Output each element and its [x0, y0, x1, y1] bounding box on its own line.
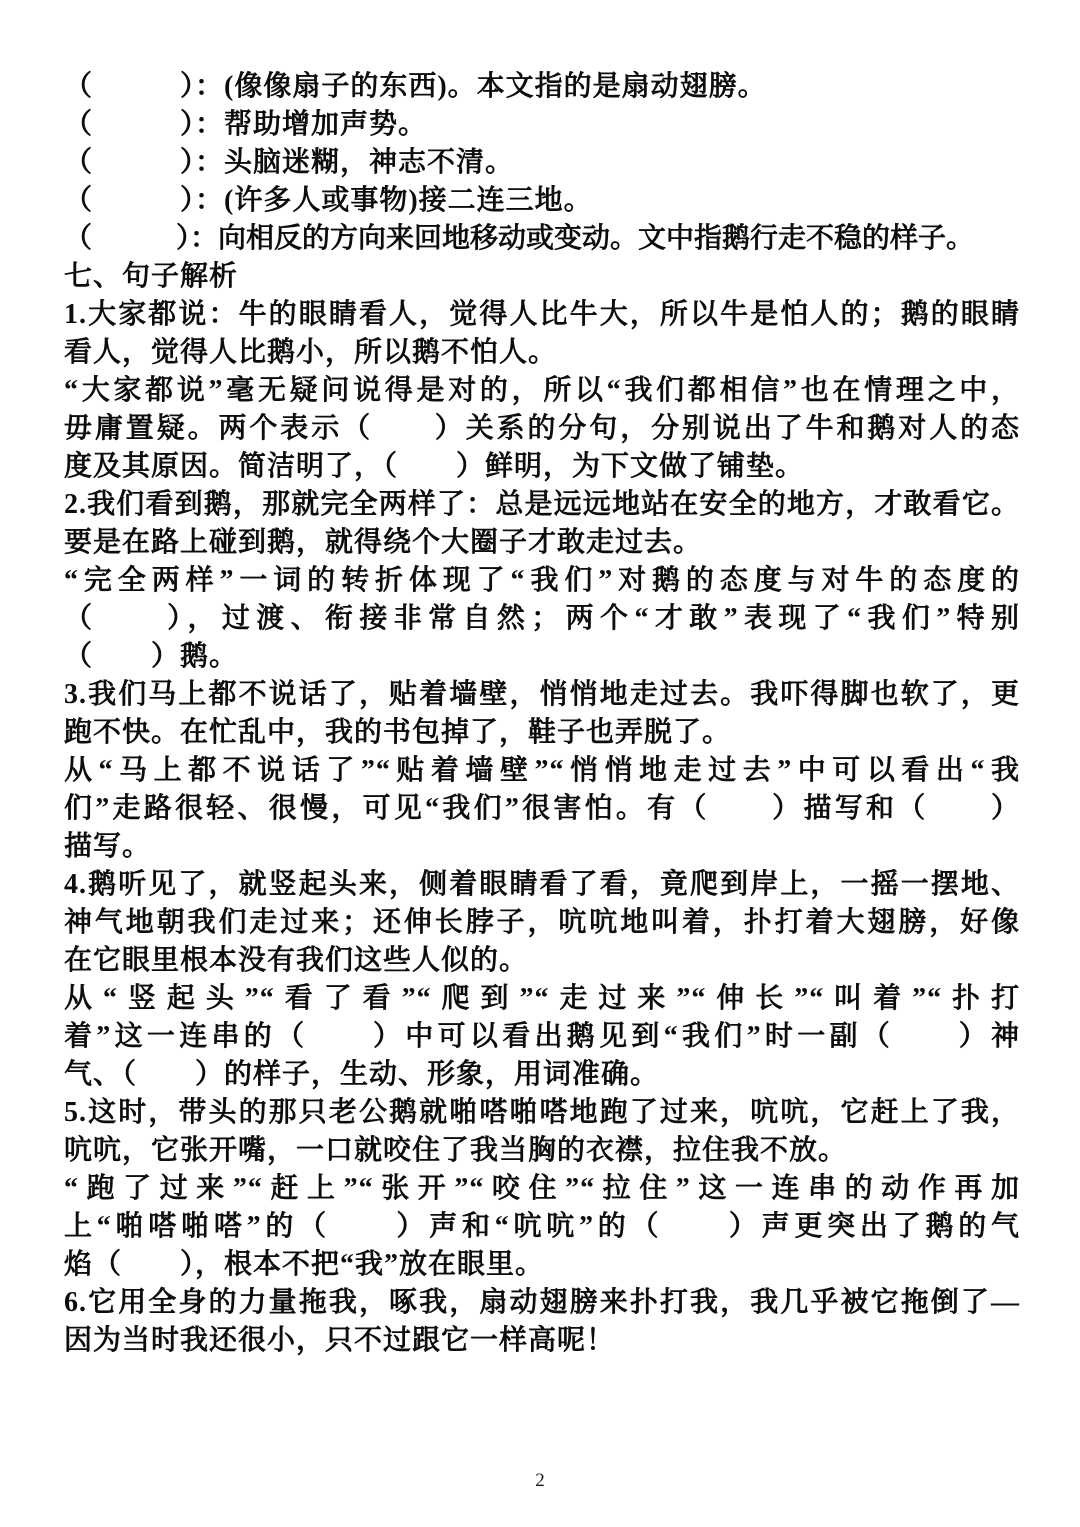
sentence-line: 跑不快。在忙乱中，我的书包掉了，鞋子也弄脱了。	[64, 717, 732, 748]
analysis-line: （ ），过渡、衔接非常自然；两个“才敢”表现了“我们”特别	[64, 603, 1020, 634]
analysis-line: （ ）鹅。	[64, 641, 239, 672]
analysis-line: “完全两样”一词的转折体现了“我们”对鹅的态度与对牛的态度的	[64, 565, 1020, 596]
page-number: 2	[535, 1470, 545, 1491]
sentence-line: 4.鹅听见了，就竖起头来，侧着眼睛看了看，竟爬到岸上，一摇一摆地、	[64, 869, 1020, 900]
analysis-line: 描写。	[64, 831, 152, 862]
analysis-line: 度及其原因。简洁明了，（ ）鲜明，为下文做了铺垫。	[64, 451, 805, 482]
definition-line: （ ）：(像像扇子的东西)。本文指的是扇动翅膀。	[64, 71, 767, 102]
sentence-line: 吭吭，它张开嘴，一口就咬住了我当胸的衣襟，拉住我不放。	[64, 1135, 848, 1166]
analysis-line: 从“竖起头”“看了看”“爬到”“走过来”“伸长”“叫着”“扑打	[64, 983, 1020, 1014]
analysis-line: 着”这一连串的（ ）中可以看出鹅见到“我们”时一副（ ）神	[64, 1021, 1020, 1052]
analysis-line: 们”走路很轻、很慢，可见“我们”很害怕。有（ ）描写和（ ）	[64, 793, 1020, 824]
analysis-line: “大家都说”毫无疑问说得是对的，所以“我们都相信”也在情理之中，	[64, 375, 1020, 406]
sentence-line: 5.这时，带头的那只老公鹅就啪嗒啪嗒地跑了过来，吭吭，它赶上了我，	[64, 1097, 1020, 1128]
sentence-line: 因为当时我还很小，只不过跟它一样高呢！	[64, 1325, 616, 1356]
definition-list	[64, 68, 1020, 258]
sentence-line: 神气地朝我们走过来；还伸长脖子，吭吭地叫着，扑打着大翅膀，好像	[64, 907, 1020, 938]
sentence-line: 1.大家都说：牛的眼睛看人，觉得人比牛大，所以牛是怕人的；鹅的眼睛	[64, 299, 1020, 330]
worksheet-page	[64, 68, 1020, 1360]
sentence-line: 要是在路上碰到鹅，就得绕个大圈子才敢走过去。	[64, 527, 703, 558]
analysis-item	[64, 296, 1020, 486]
sentence-line: 3.我们马上都不说话了，贴着墙壁，悄悄地走过去。我吓得脚也软了，更	[64, 679, 1020, 710]
analysis-line: 从“马上都不说话了”“贴着墙壁”“悄悄地走过去”中可以看出“我	[64, 755, 1020, 786]
analysis-item	[64, 866, 1020, 1094]
analysis-line: 焰（ ），根本不把“我”放在眼里。	[64, 1249, 545, 1280]
definition-line: （ ）：头脑迷糊，神志不清。	[64, 147, 515, 178]
sentence-line: 6.它用全身的力量拖我，啄我，扇动翅膀来扑打我，我几乎被它拖倒了—	[64, 1287, 1020, 1318]
analysis-line: 上“啪嗒啪嗒”的（ ）声和“吭吭”的（ ）声更突出了鹅的气	[64, 1211, 1020, 1242]
sentence-line: 看人，觉得人比鹅小，所以鹅不怕人。	[64, 337, 558, 368]
definition-line: （ ）：(许多人或事物)接二连三地。	[64, 185, 593, 216]
sentence-line: 在它眼里根本没有我们这些人似的。	[64, 945, 529, 976]
sentence-line: 2.我们看到鹅，那就完全两样了：总是远远地站在安全的地方，才敢看它。	[64, 489, 1020, 520]
analysis-line: “跑了过来”“赶上”“张开”“咬住”“拉住”这一连串的动作再加	[64, 1173, 1020, 1204]
analysis-line: 气、（ ）的样子，生动、形象，用词准确。	[64, 1059, 660, 1090]
definition-line: （ ）：帮助增加声势。	[64, 109, 428, 140]
section-heading: 七、句子解析	[64, 261, 239, 292]
analysis-item	[64, 676, 1020, 866]
analysis-item	[64, 1094, 1020, 1284]
analysis-line: 毋庸置疑。两个表示（ ）关系的分句，分别说出了牛和鹅对人的态	[64, 413, 1020, 444]
analysis-item	[64, 486, 1020, 676]
definition-line: （ ）：向相反的方向来回地移动或变动。文中指鹅行走不稳的样子。	[64, 223, 975, 254]
analysis-item	[64, 1284, 1020, 1360]
